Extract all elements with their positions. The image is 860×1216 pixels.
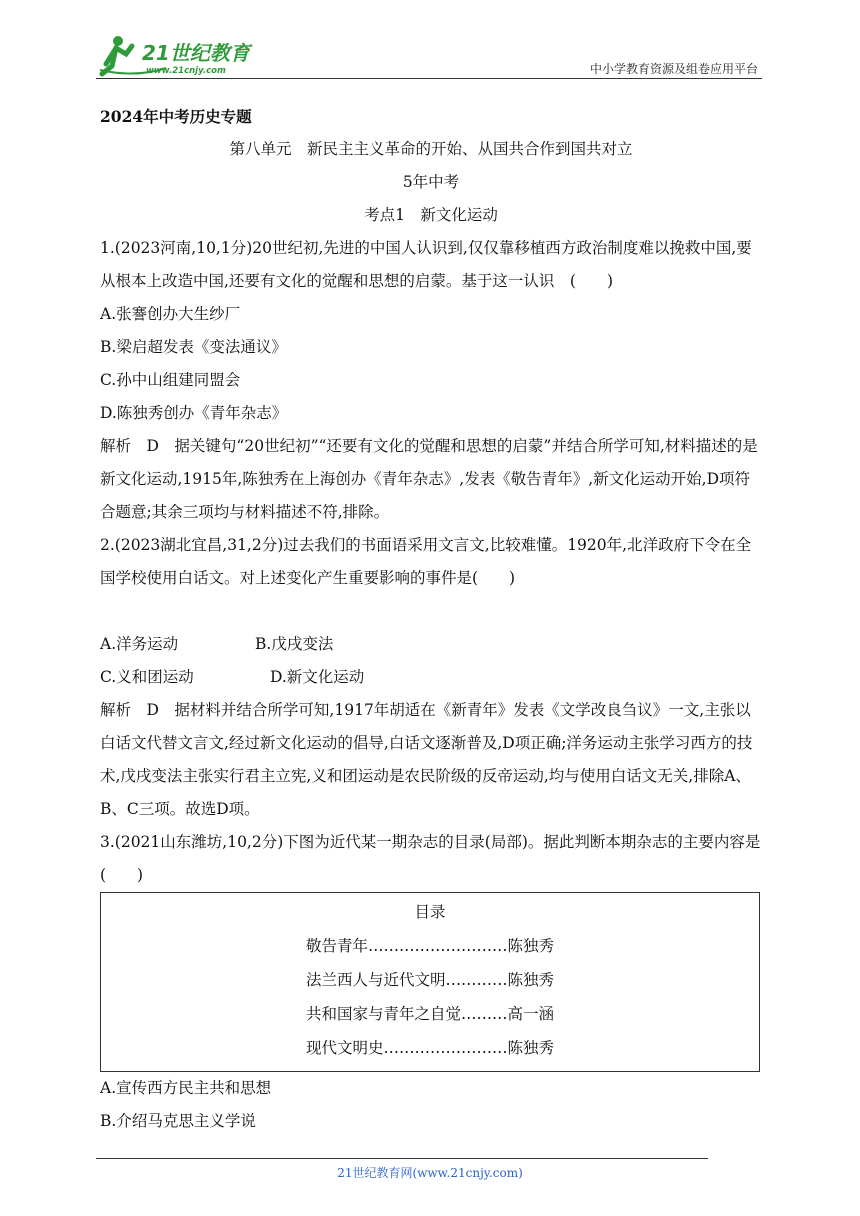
q3-option-a: A.宣传西方民主共和思想: [100, 1079, 272, 1097]
toc-row: 法兰西人与近代文明…………陈独秀: [305, 971, 554, 989]
q1-option-a: A.张謇创办大生纱厂: [100, 305, 241, 323]
header-divider: [96, 78, 762, 79]
q1-option-b: B.梁启超发表《变法通议》: [100, 338, 287, 356]
topic-title: 考点1 新文化运动: [364, 206, 498, 224]
footer-text: 21世纪教育网(www.21cnjy.com): [337, 1166, 523, 1180]
logo-url: www.21cnjy.com: [146, 66, 226, 76]
unit-title: 第八单元 新民主主义革命的开始、从国共合作到国共对立: [229, 140, 633, 158]
q2-option-c: C.义和团运动: [100, 668, 194, 686]
magazine-toc-box: [100, 892, 760, 1072]
q3-option-b: B.介绍马克思主义学说: [100, 1112, 256, 1130]
q1-analysis: 解析 D 据关键句“20世纪初”“还要有文化的觉醒和思想的启蒙”并结合所学可知,材料描述的是新文化运动,1915年,陈独秀在上海创办《青年杂志》,发表《敬告青年》,新文化运动开始,D项符合题意;其余三项均与材料描述不符,排除。: [100, 437, 758, 521]
toc-row: 共和国家与青年之自觉………高一涵: [305, 1005, 554, 1023]
toc-row: 敬告青年………………………陈独秀: [305, 937, 554, 955]
q2-stem: 2.(2023湖北宜昌,31,2分)过去我们的书面语采用文言文,比较难懂。1920年,北洋政府下令在全国学校使用白话文。对上述变化产生重要影响的事件是( ): [100, 536, 752, 587]
page-header: [96, 34, 762, 78]
doc-title: 2024年中考历史专题: [100, 107, 252, 126]
footer-divider: [96, 1158, 708, 1159]
q2-analysis: 解析 D 据材料并结合所学可知,1917年胡适在《新青年》发表《文学改良刍议》一文,主张以白话文代替文言文,经过新文化运动的倡导,白话文逐渐普及,D项正确;洋务运动主张学习西方的技术,戊戌变法主张实行君主立宪,义和团运动是农民阶级的反帝运动,均与使用白话文无关,排除A、B、C三项。故选D项。: [100, 701, 753, 818]
header-platform-text: 中小学教育资源及组卷应用平台: [589, 62, 758, 76]
q1-option-c: C.孙中山组建同盟会: [100, 371, 241, 389]
logo: [96, 34, 266, 78]
document-body: [100, 100, 762, 1138]
q2-option-d: D.新文化运动: [270, 668, 365, 686]
q2-options-row1: [100, 628, 762, 661]
section-title: 5年中考: [402, 173, 460, 191]
toc-row: 现代文明史……………………陈独秀: [305, 1039, 554, 1057]
q2-options-row2: [100, 661, 762, 694]
q1-stem: 1.(2023河南,10,1分)20世纪初,先进的中国人认识到,仅仅靠移植西方政治制度难以挽救中国,要从根本上改造中国,还要有文化的觉醒和思想的启蒙。基于这一认识 ( ): [100, 239, 752, 290]
q3-stem: 3.(2021山东潍坊,10,2分)下图为近代某一期杂志的目录(局部)。据此判断本期杂志的主要内容是( ): [100, 833, 761, 884]
q2-option-b: B.戊戌变法: [255, 635, 334, 653]
toc-title: 目录: [414, 903, 446, 921]
q1-option-d: D.陈独秀创办《青年杂志》: [100, 404, 288, 422]
q2-option-a: A.洋务运动: [100, 635, 179, 653]
logo-text: 21世纪教育: [142, 41, 250, 65]
